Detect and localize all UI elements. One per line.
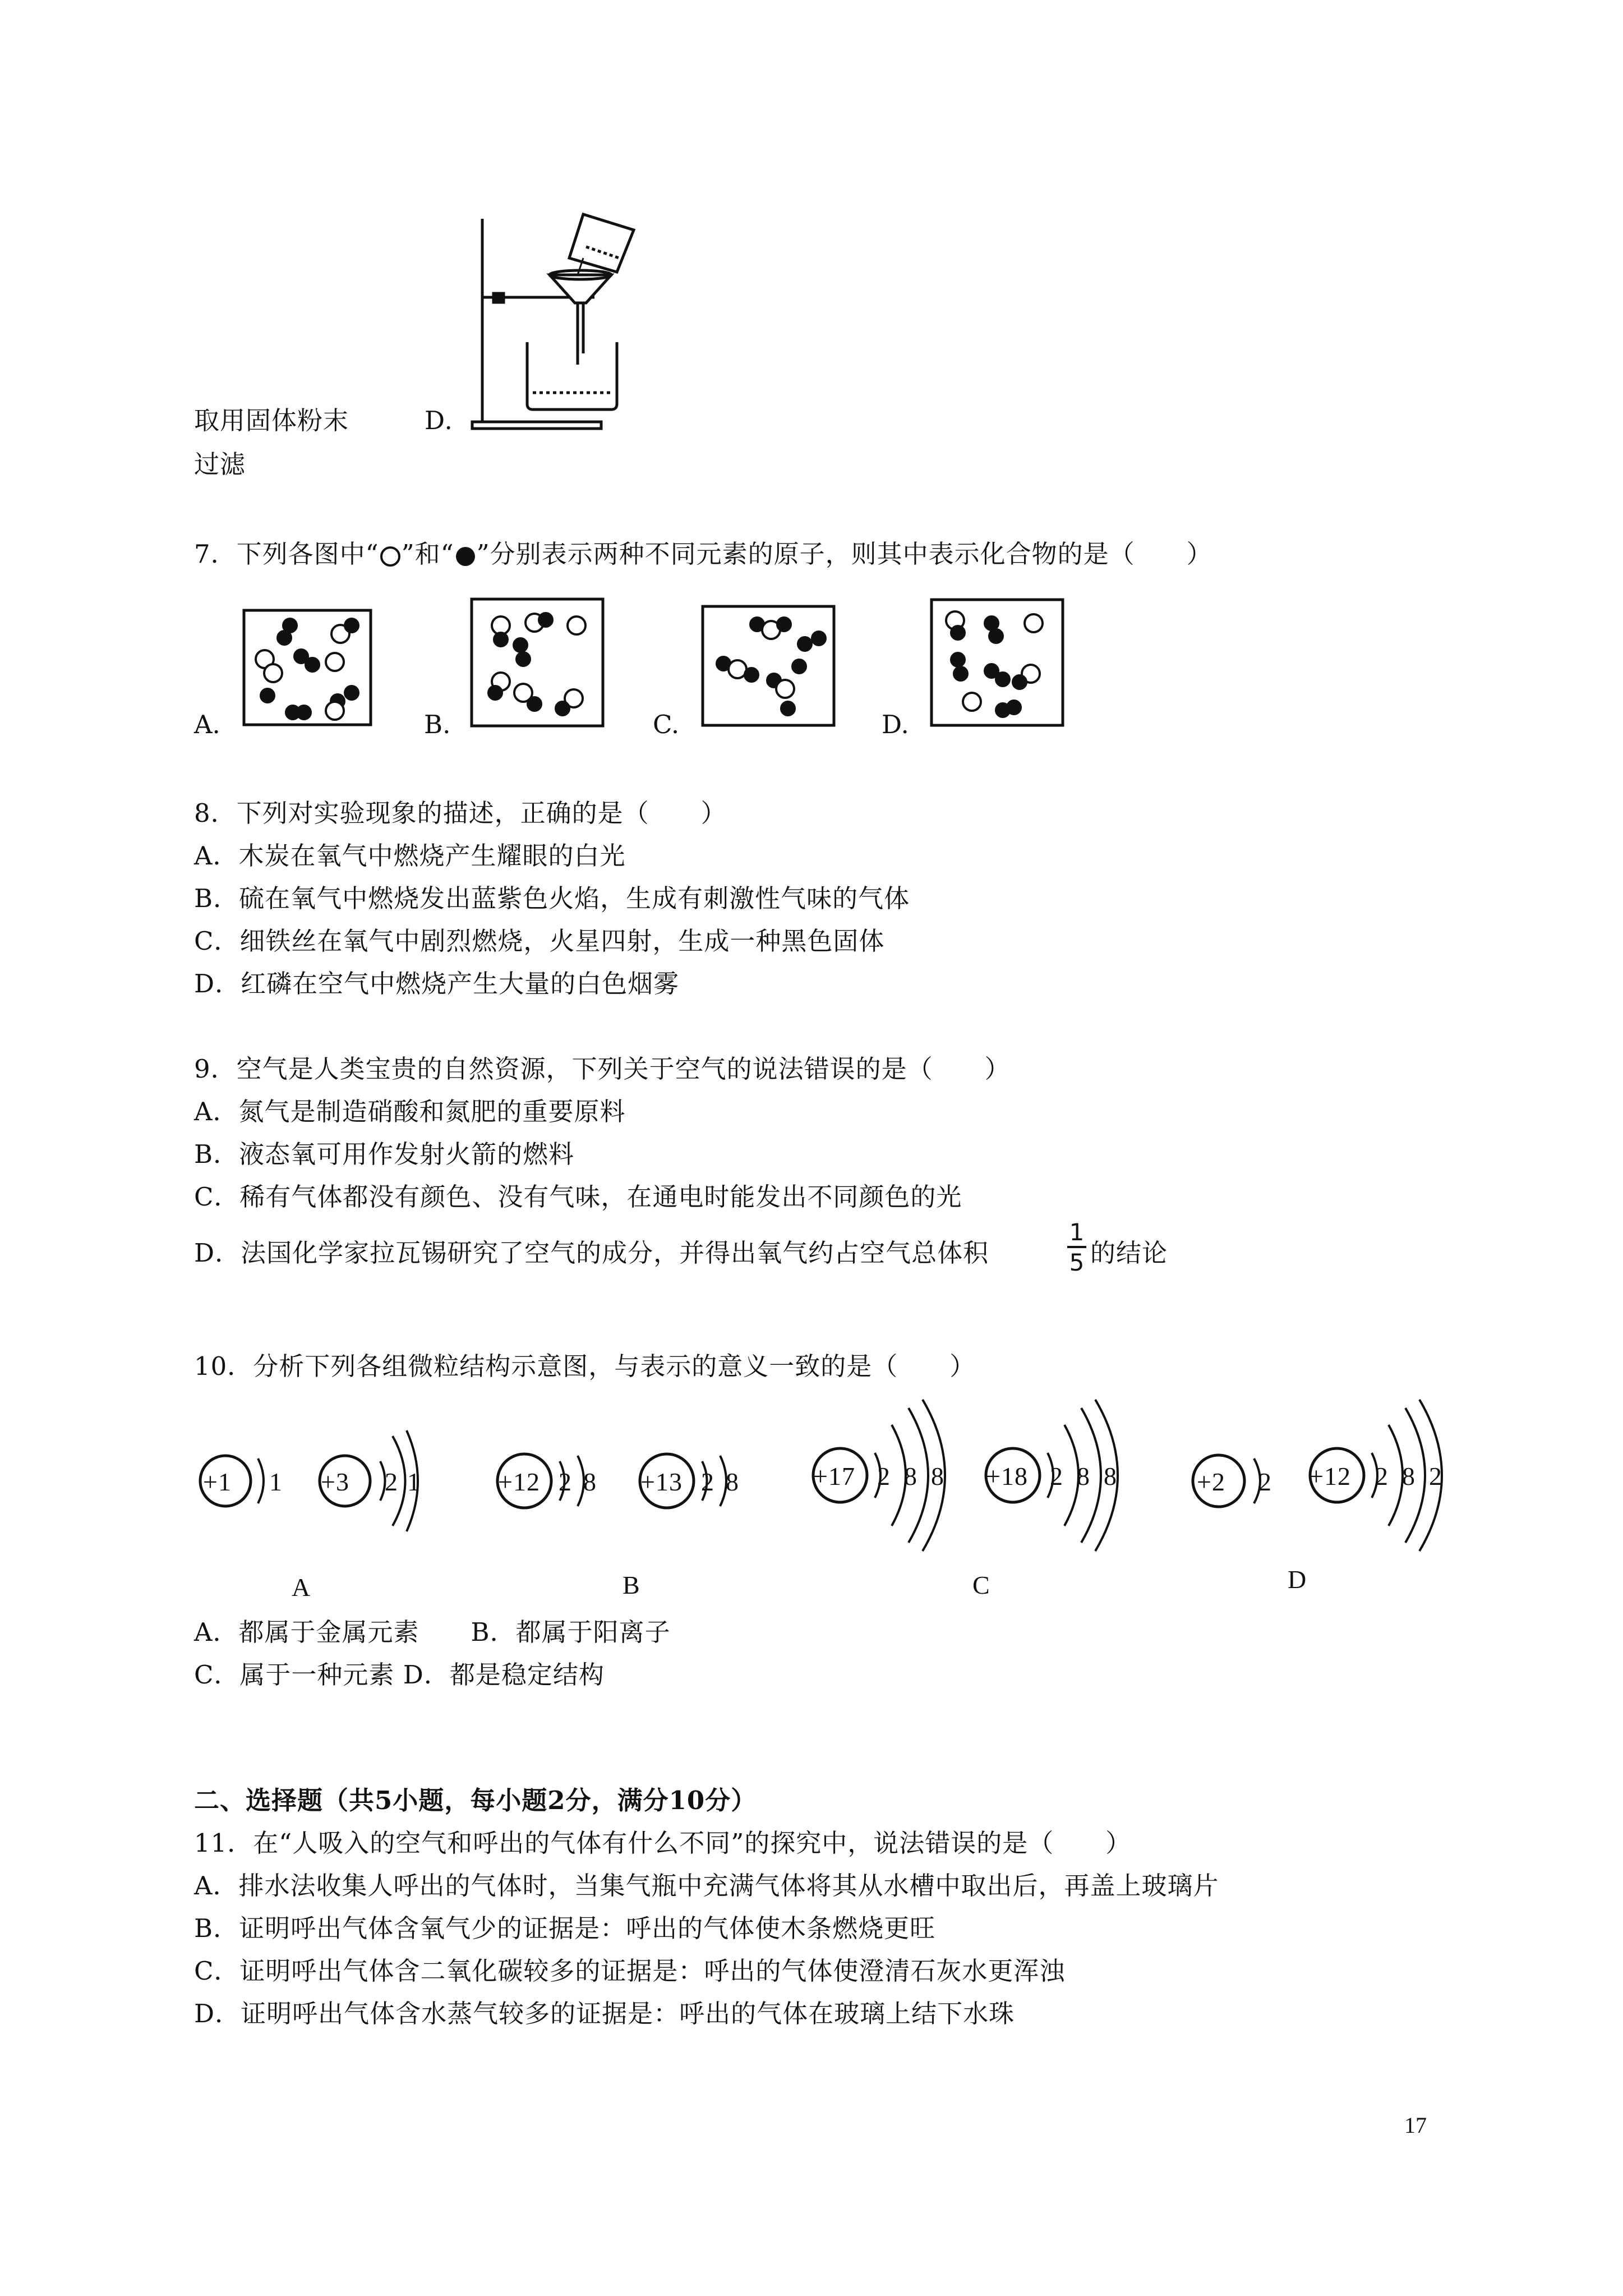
- q10-group-label-d: D: [1288, 1565, 1307, 1594]
- q8-option-d: D．红磷在空气中燃烧产生大量的白色烟雾: [194, 969, 680, 999]
- q7-stem-pre: 7．下列各图中“: [194, 539, 379, 569]
- particle-c1-shell-3: 8: [931, 1462, 944, 1490]
- particle-b1-shell-2: 8: [583, 1467, 597, 1496]
- particle-d2-shell-3: 2: [1429, 1462, 1442, 1490]
- q11-option-c: C．证明呼出气体含二氧化碳较多的证据是：呼出的气体使澄清石灰水更浑浊: [194, 1956, 1066, 1986]
- white-atom-icon: [379, 545, 402, 568]
- particle-b2-nucleus: +13: [640, 1467, 683, 1496]
- particle-c2-nucleus: +18: [986, 1462, 1028, 1490]
- q9-option-b: B．液态氧可用作发射火箭的燃料: [194, 1139, 575, 1169]
- q8-option-b: B．硫在氧气中燃烧发出蓝紫色火焰，生成有刺激性气味的气体: [194, 884, 910, 913]
- page-number: 17: [1404, 2113, 1427, 2138]
- q10-group-label-c: C: [972, 1571, 990, 1599]
- q9-option-c: C．稀有气体都没有颜色、没有气味，在通电时能发出不同颜色的光: [194, 1182, 962, 1212]
- q6-option-d-text: 过滤: [194, 449, 246, 479]
- q9-stem: 9．空气是人类宝贵的自然资源，下列关于空气的说法错误的是（ ）: [194, 1054, 1011, 1084]
- particle-c2-shell-3: 8: [1104, 1462, 1117, 1490]
- q7-stem: [194, 537, 1212, 571]
- particle-d1-shell-1: 2: [1258, 1467, 1272, 1496]
- particle-b1-shell-1: 2: [559, 1467, 572, 1496]
- q10-options-line-2: C．属于一种元素 D．都是稳定结构: [194, 1660, 605, 1690]
- q8-stem: 8．下列对实验现象的描述，正确的是（ ）: [194, 798, 727, 828]
- q8-option-a: A．木炭在氧气中燃烧产生耀眼的白光: [194, 841, 626, 871]
- particle-a2-shell-2: 1: [407, 1467, 421, 1496]
- particle-c1-shell-2: 8: [904, 1462, 917, 1490]
- q7-label-b: B.: [424, 710, 451, 739]
- particle-a2-nucleus: +3: [321, 1467, 349, 1496]
- q7-stem-mid: ”和“: [401, 539, 454, 569]
- particle-d1-nucleus: +2: [1197, 1467, 1225, 1496]
- particle-d2-nucleus: +12: [1309, 1462, 1351, 1490]
- q10-options-line-1: A．都属于金属元素 B．都属于阳离子: [194, 1617, 671, 1647]
- particle-b1-nucleus: +12: [498, 1467, 540, 1496]
- q11-option-d: D．证明呼出气体含水蒸气较多的证据是：呼出的气体在玻璃上结下水珠: [194, 1999, 1015, 2028]
- particle-c2-shell-2: 8: [1077, 1462, 1090, 1490]
- q7-label-a: A.: [194, 710, 220, 739]
- particle-b2-shell-2: 8: [726, 1467, 739, 1496]
- filtration-apparatus-figure: [471, 213, 662, 432]
- q11-stem: 11．在“人吸入的空气和呼出的气体有什么不同”的探究中，说法错误的是（ ）: [194, 1828, 1132, 1858]
- black-atom-icon: [454, 545, 477, 568]
- particle-d2-shell-2: 8: [1402, 1462, 1415, 1490]
- particle-c1-shell-1: 2: [877, 1462, 891, 1490]
- q7-box-b: [470, 597, 605, 728]
- q7-box-d: [930, 598, 1064, 727]
- q7-label-c: C.: [653, 710, 680, 739]
- q10-group-label-b: B: [623, 1571, 640, 1599]
- particle-b2-shell-1: 2: [701, 1467, 714, 1496]
- q9-fraction-bar: [1067, 1246, 1086, 1248]
- particle-c2-shell-1: 2: [1050, 1462, 1063, 1490]
- q10-stem: 10．分析下列各组微粒结构示意图，与表示的意义一致的是（ ）: [194, 1351, 976, 1381]
- q11-option-a: A．排水法收集人呼出的气体时，当集气瓶中充满气体将其从水槽中取出后，再盖上玻璃片: [194, 1871, 1219, 1901]
- q8-option-c: C．细铁丝在氧气中剧烈燃烧，火星四射，生成一种黑色固体: [194, 926, 885, 956]
- q6-option-c-text: 取用固体粉末: [194, 406, 349, 435]
- particle-a2-shell-1: 2: [385, 1467, 398, 1496]
- q9-option-d-post: 的结论: [1090, 1238, 1168, 1268]
- q6-option-d-label: D.: [425, 406, 453, 435]
- particle-a1-nucleus: +1: [203, 1467, 232, 1496]
- section-2-heading: 二、选择题（共5小题，每小题2分，满分10分）: [194, 1786, 757, 1815]
- particle-a1-shell-1: 1: [269, 1467, 283, 1496]
- q11-option-b: B．证明呼出气体含氧气少的证据是：呼出的气体使木条燃烧更旺: [194, 1913, 936, 1943]
- q9-fraction-numerator: 1: [1069, 1218, 1085, 1246]
- q7-box-a: [242, 609, 372, 726]
- q7-box-c: [701, 605, 836, 727]
- q9-option-d-pre: D．法国化学家拉瓦锡研究了空气的成分，并得出氧气约占空气总体积: [194, 1238, 989, 1268]
- q9-option-a: A．氮气是制造硝酸和氮肥的重要原料: [194, 1097, 626, 1126]
- q7-label-d: D.: [882, 710, 909, 739]
- q7-stem-post: ”分别表示两种不同元素的原子，则其中表示化合物的是（ ）: [476, 539, 1212, 569]
- q9-fraction-denominator: 5: [1069, 1249, 1085, 1276]
- q10-group-label-a: A: [292, 1573, 311, 1602]
- particle-c1-nucleus: +17: [813, 1462, 855, 1490]
- particle-d2-shell-1: 2: [1375, 1462, 1389, 1490]
